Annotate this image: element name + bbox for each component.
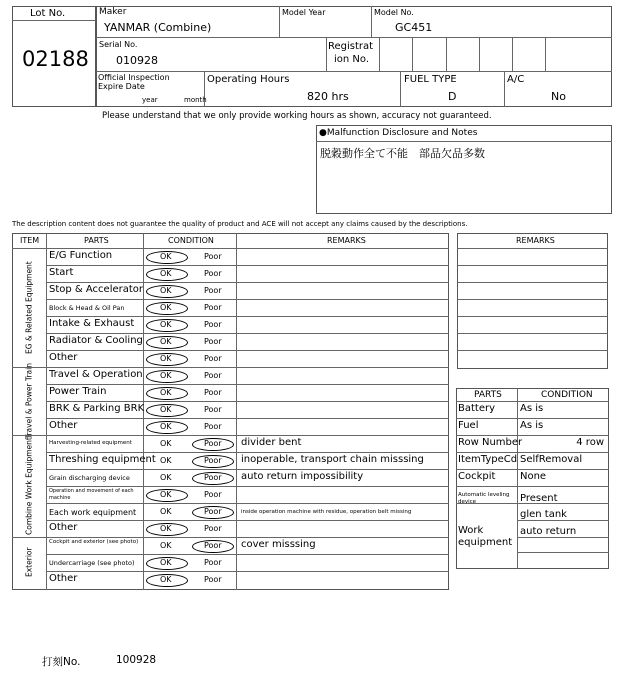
registration-label-1: Registrat <box>328 41 374 52</box>
poor-option[interactable]: Poor <box>204 286 222 295</box>
ok-option[interactable]: OK <box>160 286 172 295</box>
ok-option[interactable]: OK <box>160 269 172 278</box>
ok-option[interactable]: OK <box>160 507 172 516</box>
month-label: month <box>184 96 207 104</box>
ok-option[interactable]: OK <box>160 575 172 584</box>
spec-value: SelfRemoval <box>520 454 583 465</box>
serial-label: Serial No. <box>99 40 138 49</box>
row-part: BRK & Parking BRK <box>49 403 145 414</box>
ac-value: No <box>551 90 566 103</box>
disclaimer: The description content does not guarantee the quality of product and ACE will not accept any claims caused by the descriptions. <box>12 220 468 228</box>
hours-label: Operating Hours <box>207 74 290 85</box>
spec-value: 4 row <box>576 437 604 448</box>
ok-option[interactable]: OK <box>160 558 172 567</box>
row-part: Each work equipment <box>49 508 137 517</box>
ok-option[interactable]: OK <box>160 422 172 431</box>
row-part: Start <box>49 267 74 278</box>
ok-option[interactable]: OK <box>160 354 172 363</box>
row-part: Stop & Accelerator <box>49 284 144 295</box>
model-no-label: Model No. <box>374 8 414 17</box>
serial-value: 010928 <box>116 54 158 67</box>
ok-option[interactable]: OK <box>160 405 172 414</box>
col-remarks: REMARKS <box>327 236 366 245</box>
model-no-value: GC451 <box>395 21 433 34</box>
ok-option[interactable]: OK <box>160 388 172 397</box>
poor-option[interactable]: Poor <box>204 473 222 482</box>
col-parts: PARTS <box>84 236 109 245</box>
lot-number: 02188 <box>22 47 89 71</box>
poor-option[interactable]: Poor <box>204 439 222 448</box>
poor-option[interactable]: Poor <box>204 405 222 414</box>
work-value-2: auto return <box>520 526 577 537</box>
row-part: Threshing equipment <box>49 454 156 465</box>
row-part: E/G Function <box>49 250 113 261</box>
group-label: Combine Work Equipment <box>24 437 34 535</box>
row-part: Radiator & Cooling <box>49 335 143 346</box>
model-year-label: Model Year <box>282 8 326 17</box>
row-part: Block & Head & Oil Pan <box>49 304 125 312</box>
ok-option[interactable]: OK <box>160 473 172 482</box>
row-remark: inside operation machine with residue, operation belt missing <box>241 509 412 515</box>
malfunction-box <box>316 125 612 214</box>
poor-option[interactable]: Poor <box>204 490 222 499</box>
row-remark: divider bent <box>241 437 302 448</box>
ok-option[interactable]: OK <box>160 371 172 380</box>
ok-option[interactable]: OK <box>160 303 172 312</box>
row-part: Harvesting-related equipment <box>49 440 132 446</box>
year-label: year <box>142 96 158 104</box>
spec-part: Fuel <box>458 420 479 431</box>
auto-level-label: Automatic leveling device <box>458 492 510 505</box>
auto-level-value: Present <box>520 493 558 504</box>
poor-option[interactable]: Poor <box>204 269 222 278</box>
spec-part: Battery <box>458 403 496 414</box>
malfunction-text: 脱穀動作全て不能 部品欠品多数 <box>320 147 485 160</box>
row-part: Cockpit and exterior (see photo) <box>49 539 139 545</box>
registration-label-2: ion No. <box>334 54 370 65</box>
row-part: Undercarriage (see photo) <box>49 559 135 567</box>
group-label: Exterior <box>24 547 34 578</box>
work-value-1: glen tank <box>520 509 567 520</box>
poor-option[interactable]: Poor <box>204 456 222 465</box>
poor-option[interactable]: Poor <box>204 575 222 584</box>
row-part: Other <box>49 522 78 533</box>
col-item: ITEM <box>20 236 40 245</box>
poor-option[interactable]: Poor <box>204 558 222 567</box>
poor-option[interactable]: Poor <box>204 507 222 516</box>
lot-label: Lot No. <box>30 8 66 19</box>
maker-label: Maker <box>99 7 127 17</box>
poor-option[interactable]: Poor <box>204 320 222 329</box>
col-condition: CONDITION <box>168 236 214 245</box>
row-remark: inoperable, transport chain misssing <box>241 454 424 465</box>
ok-option[interactable]: OK <box>160 524 172 533</box>
ok-option[interactable]: OK <box>160 439 172 448</box>
row-part: Power Train <box>49 386 107 397</box>
ok-option[interactable]: OK <box>160 541 172 550</box>
spec-part: Cockpit <box>458 471 496 482</box>
row-part: Travel & Operation <box>49 369 143 380</box>
poor-option[interactable]: Poor <box>204 388 222 397</box>
maker-value: YANMAR (Combine) <box>104 21 212 34</box>
poor-option[interactable]: Poor <box>204 337 222 346</box>
spec-part: ItemTypeCd <box>458 454 518 465</box>
inspection-label-1: Official Inspection <box>98 73 170 82</box>
hours-note: Please understand that we only provide working hours as shown, accuracy not guaranteed. <box>102 111 492 121</box>
spec-value: As is <box>520 420 544 431</box>
row-part: Other <box>49 352 78 363</box>
work-equipment-label: Work equipment <box>458 525 513 548</box>
row-part: Other <box>49 573 78 584</box>
poor-option[interactable]: Poor <box>204 371 222 380</box>
spec-col-parts: PARTS <box>474 390 502 400</box>
spec-value: None <box>520 471 547 482</box>
poor-option[interactable]: Poor <box>204 422 222 431</box>
row-part: Intake & Exhaust <box>49 318 135 329</box>
poor-option[interactable]: Poor <box>204 541 222 550</box>
right-remarks-box <box>457 233 608 369</box>
ok-option[interactable]: OK <box>160 490 172 499</box>
spec-value: As is <box>520 403 544 414</box>
ok-option[interactable]: OK <box>160 252 172 261</box>
fuel-value: D <box>448 90 457 103</box>
poor-option[interactable]: Poor <box>204 354 222 363</box>
spec-col-condition: CONDITION <box>541 390 593 400</box>
fuel-label: FUEL TYPE <box>404 74 457 85</box>
right-remarks-header: REMARKS <box>516 236 555 245</box>
row-remark: auto return impossibility <box>241 471 364 482</box>
poor-option[interactable]: Poor <box>204 252 222 261</box>
group-label: Travel & Power Train <box>24 363 34 439</box>
row-part: Operation and movement of each machine <box>49 488 134 501</box>
ok-option[interactable]: OK <box>160 337 172 346</box>
ac-label: A/C <box>507 74 525 85</box>
ok-option[interactable]: OK <box>160 320 172 329</box>
row-remark: cover misssing <box>241 539 316 550</box>
spec-part: Row Number <box>458 437 523 448</box>
poor-option[interactable]: Poor <box>204 524 222 533</box>
malfunction-title: ●Malfunction Disclosure and Notes <box>319 128 478 138</box>
row-part: Grain discharging device <box>49 474 130 482</box>
row-part: Other <box>49 420 78 431</box>
hours-value: 820 hrs <box>307 90 349 103</box>
inspection-label-2: Expire Date <box>98 82 145 91</box>
footer-value: 100928 <box>116 654 157 666</box>
group-label: EG & Related Equipment <box>24 261 34 354</box>
ok-option[interactable]: OK <box>160 456 172 465</box>
footer-label: 打刻No. <box>42 656 81 668</box>
poor-option[interactable]: Poor <box>204 303 222 312</box>
